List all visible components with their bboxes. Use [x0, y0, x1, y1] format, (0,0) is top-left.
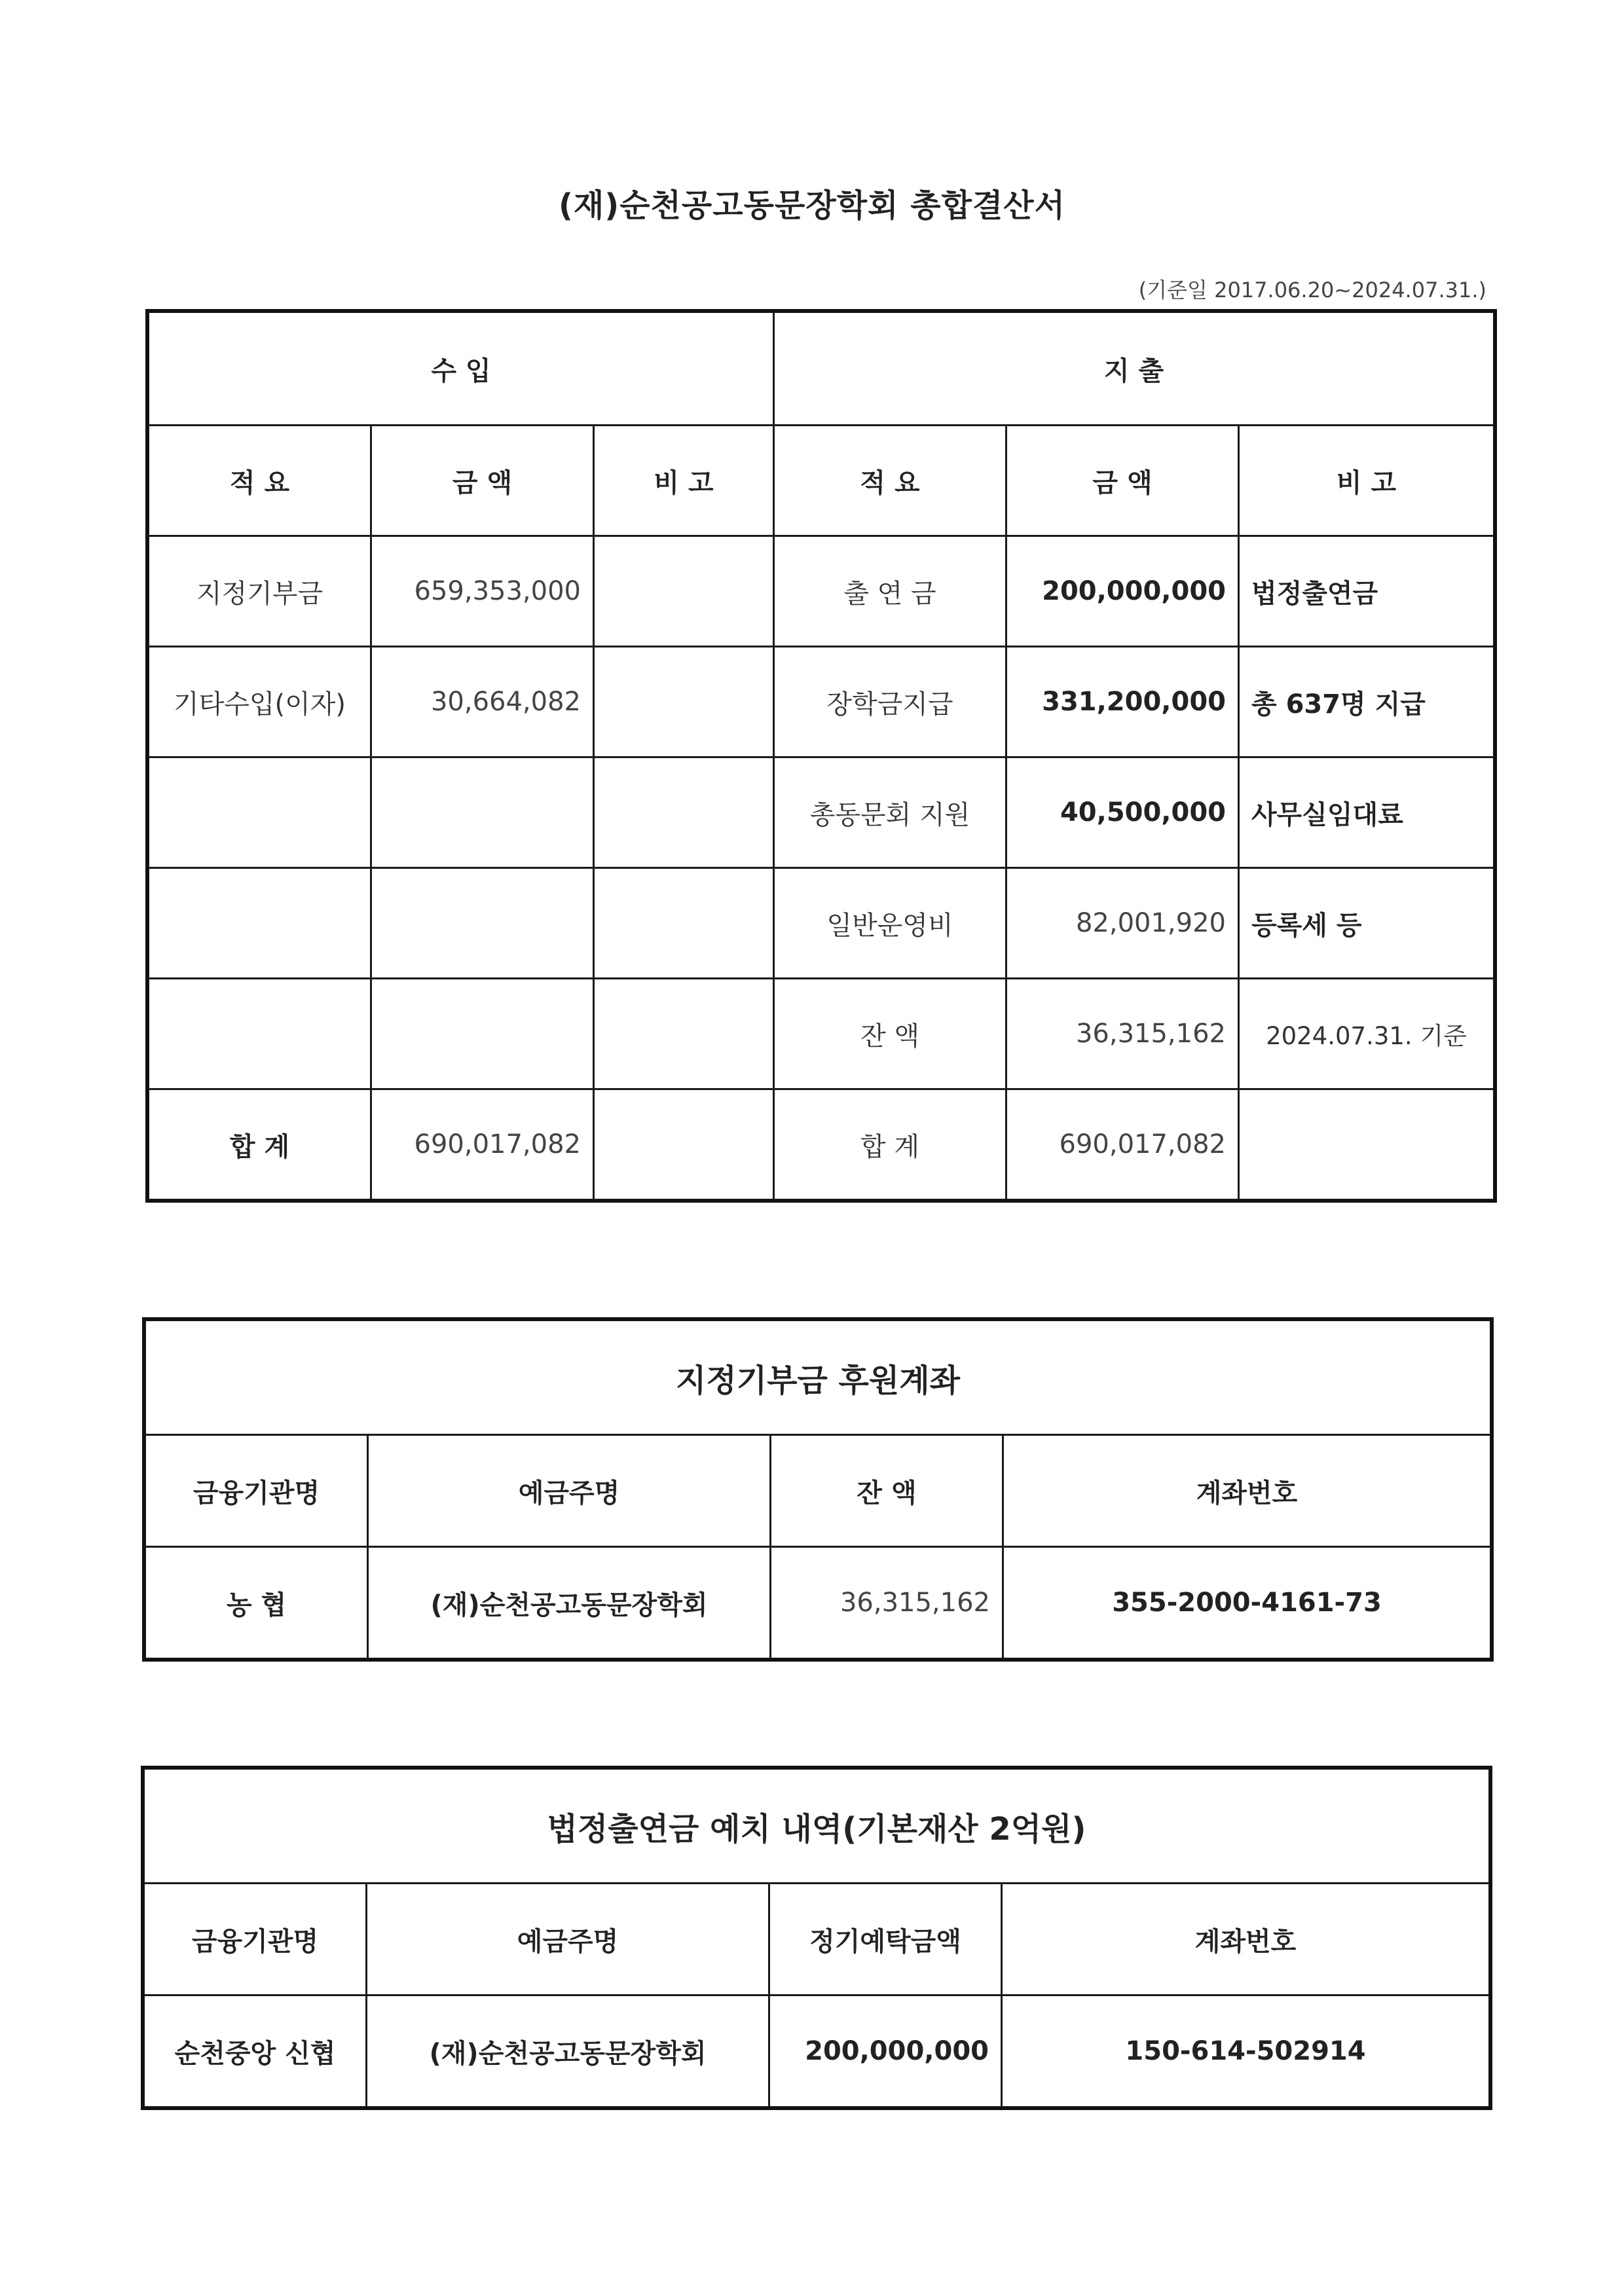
- income-item: [149, 868, 371, 979]
- endowment-deposit-caption: 법정출연금 예치 내역(기본재산 2억원): [144, 1769, 1490, 1884]
- income-note-header: 비 고: [594, 426, 774, 536]
- account-holder-header: 예금주명: [367, 1884, 769, 1995]
- expense-amount-header: 금 액: [1006, 426, 1239, 536]
- income-note: [594, 757, 774, 868]
- balance-header: 잔 액: [771, 1435, 1003, 1547]
- table-row: [149, 868, 1494, 979]
- expense-item: 출 연 금: [774, 536, 1006, 647]
- income-note: [594, 647, 774, 757]
- expense-item: 장학금지급: [774, 647, 1006, 757]
- income-header: 수 입: [149, 312, 774, 426]
- expense-item-header: 적 요: [774, 426, 1006, 536]
- income-item: 기타수입(이자): [149, 647, 371, 757]
- account-number-header: 계좌번호: [1003, 1435, 1491, 1547]
- account-number: 150-614-502914: [1002, 1995, 1490, 2107]
- document-title: (재)순천공고동문장학회 총합결산서: [558, 187, 1066, 224]
- expense-amount: 40,500,000: [1006, 757, 1239, 868]
- income-amount: [371, 979, 594, 1089]
- income-amount: 659,353,000: [371, 536, 594, 647]
- income-item-header: 적 요: [149, 426, 371, 536]
- income-item: 지정기부금: [149, 536, 371, 647]
- table-row: [149, 979, 1494, 1089]
- account-number-header: 계좌번호: [1002, 1884, 1490, 1995]
- table-row: [149, 536, 1494, 647]
- endowment-deposit-table: [143, 1768, 1490, 2108]
- expense-item: 일반운영비: [774, 868, 1006, 979]
- bank-name-header: 금융기관명: [145, 1435, 368, 1547]
- bank-name: 순천중앙 신협: [144, 1995, 367, 2107]
- income-item: [149, 757, 371, 868]
- table-row: [144, 1995, 1490, 2107]
- bank-name-header: 금융기관명: [144, 1884, 367, 1995]
- income-item: [149, 979, 371, 1089]
- income-amount: [371, 868, 594, 979]
- income-amount: [371, 757, 594, 868]
- income-note: [594, 868, 774, 979]
- expense-item: 잔 액: [774, 979, 1006, 1089]
- income-note: [594, 979, 774, 1089]
- table-row: [145, 1547, 1491, 1659]
- expense-amount: 82,001,920: [1006, 868, 1239, 979]
- table-row: [149, 757, 1494, 868]
- expense-note-header: 비 고: [1239, 426, 1494, 536]
- expense-amount: 200,000,000: [1006, 536, 1239, 647]
- expense-note: 사무실임대료: [1239, 757, 1494, 868]
- income-total-label: 합 계: [149, 1089, 371, 1200]
- income-note: [594, 536, 774, 647]
- expense-note: 등록세 등: [1239, 868, 1494, 979]
- donation-account-table: [144, 1319, 1492, 1660]
- table-row: [149, 647, 1494, 757]
- expense-note: 법정출연금: [1239, 536, 1494, 647]
- income-amount-header: 금 액: [371, 426, 594, 536]
- expense-header: 지 출: [774, 312, 1494, 426]
- account-holder: (재)순천공고동문장학회: [367, 1995, 769, 2107]
- expense-total-label: 합 계: [774, 1089, 1006, 1200]
- account-holder-header: 예금주명: [368, 1435, 771, 1547]
- expense-amount: 331,200,000: [1006, 647, 1239, 757]
- expense-note: 총 637명 지급: [1239, 647, 1494, 757]
- income-total-amount: 690,017,082: [371, 1089, 594, 1200]
- settlement-table: [147, 311, 1495, 1201]
- expense-note: 2024.07.31. 기준: [1239, 979, 1494, 1089]
- income-total-note: [594, 1089, 774, 1200]
- deposit-amount: 200,000,000: [769, 1995, 1002, 2107]
- total-row: [149, 1089, 1494, 1200]
- deposit-amount-header: 정기예탁금액: [769, 1884, 1002, 1995]
- bank-name: 농 협: [145, 1547, 368, 1659]
- balance: 36,315,162: [771, 1547, 1003, 1659]
- account-holder: (재)순천공고동문장학회: [368, 1547, 771, 1659]
- expense-total-note: [1239, 1089, 1494, 1200]
- expense-total-amount: 690,017,082: [1006, 1089, 1239, 1200]
- reference-date-note: (기준일 2017.06.20~2024.07.31.): [1138, 278, 1486, 302]
- income-amount: 30,664,082: [371, 647, 594, 757]
- expense-amount: 36,315,162: [1006, 979, 1239, 1089]
- account-number: 355-2000-4161-73: [1003, 1547, 1491, 1659]
- donation-account-caption: 지정기부금 후원계좌: [145, 1321, 1491, 1435]
- expense-item: 총동문회 지원: [774, 757, 1006, 868]
